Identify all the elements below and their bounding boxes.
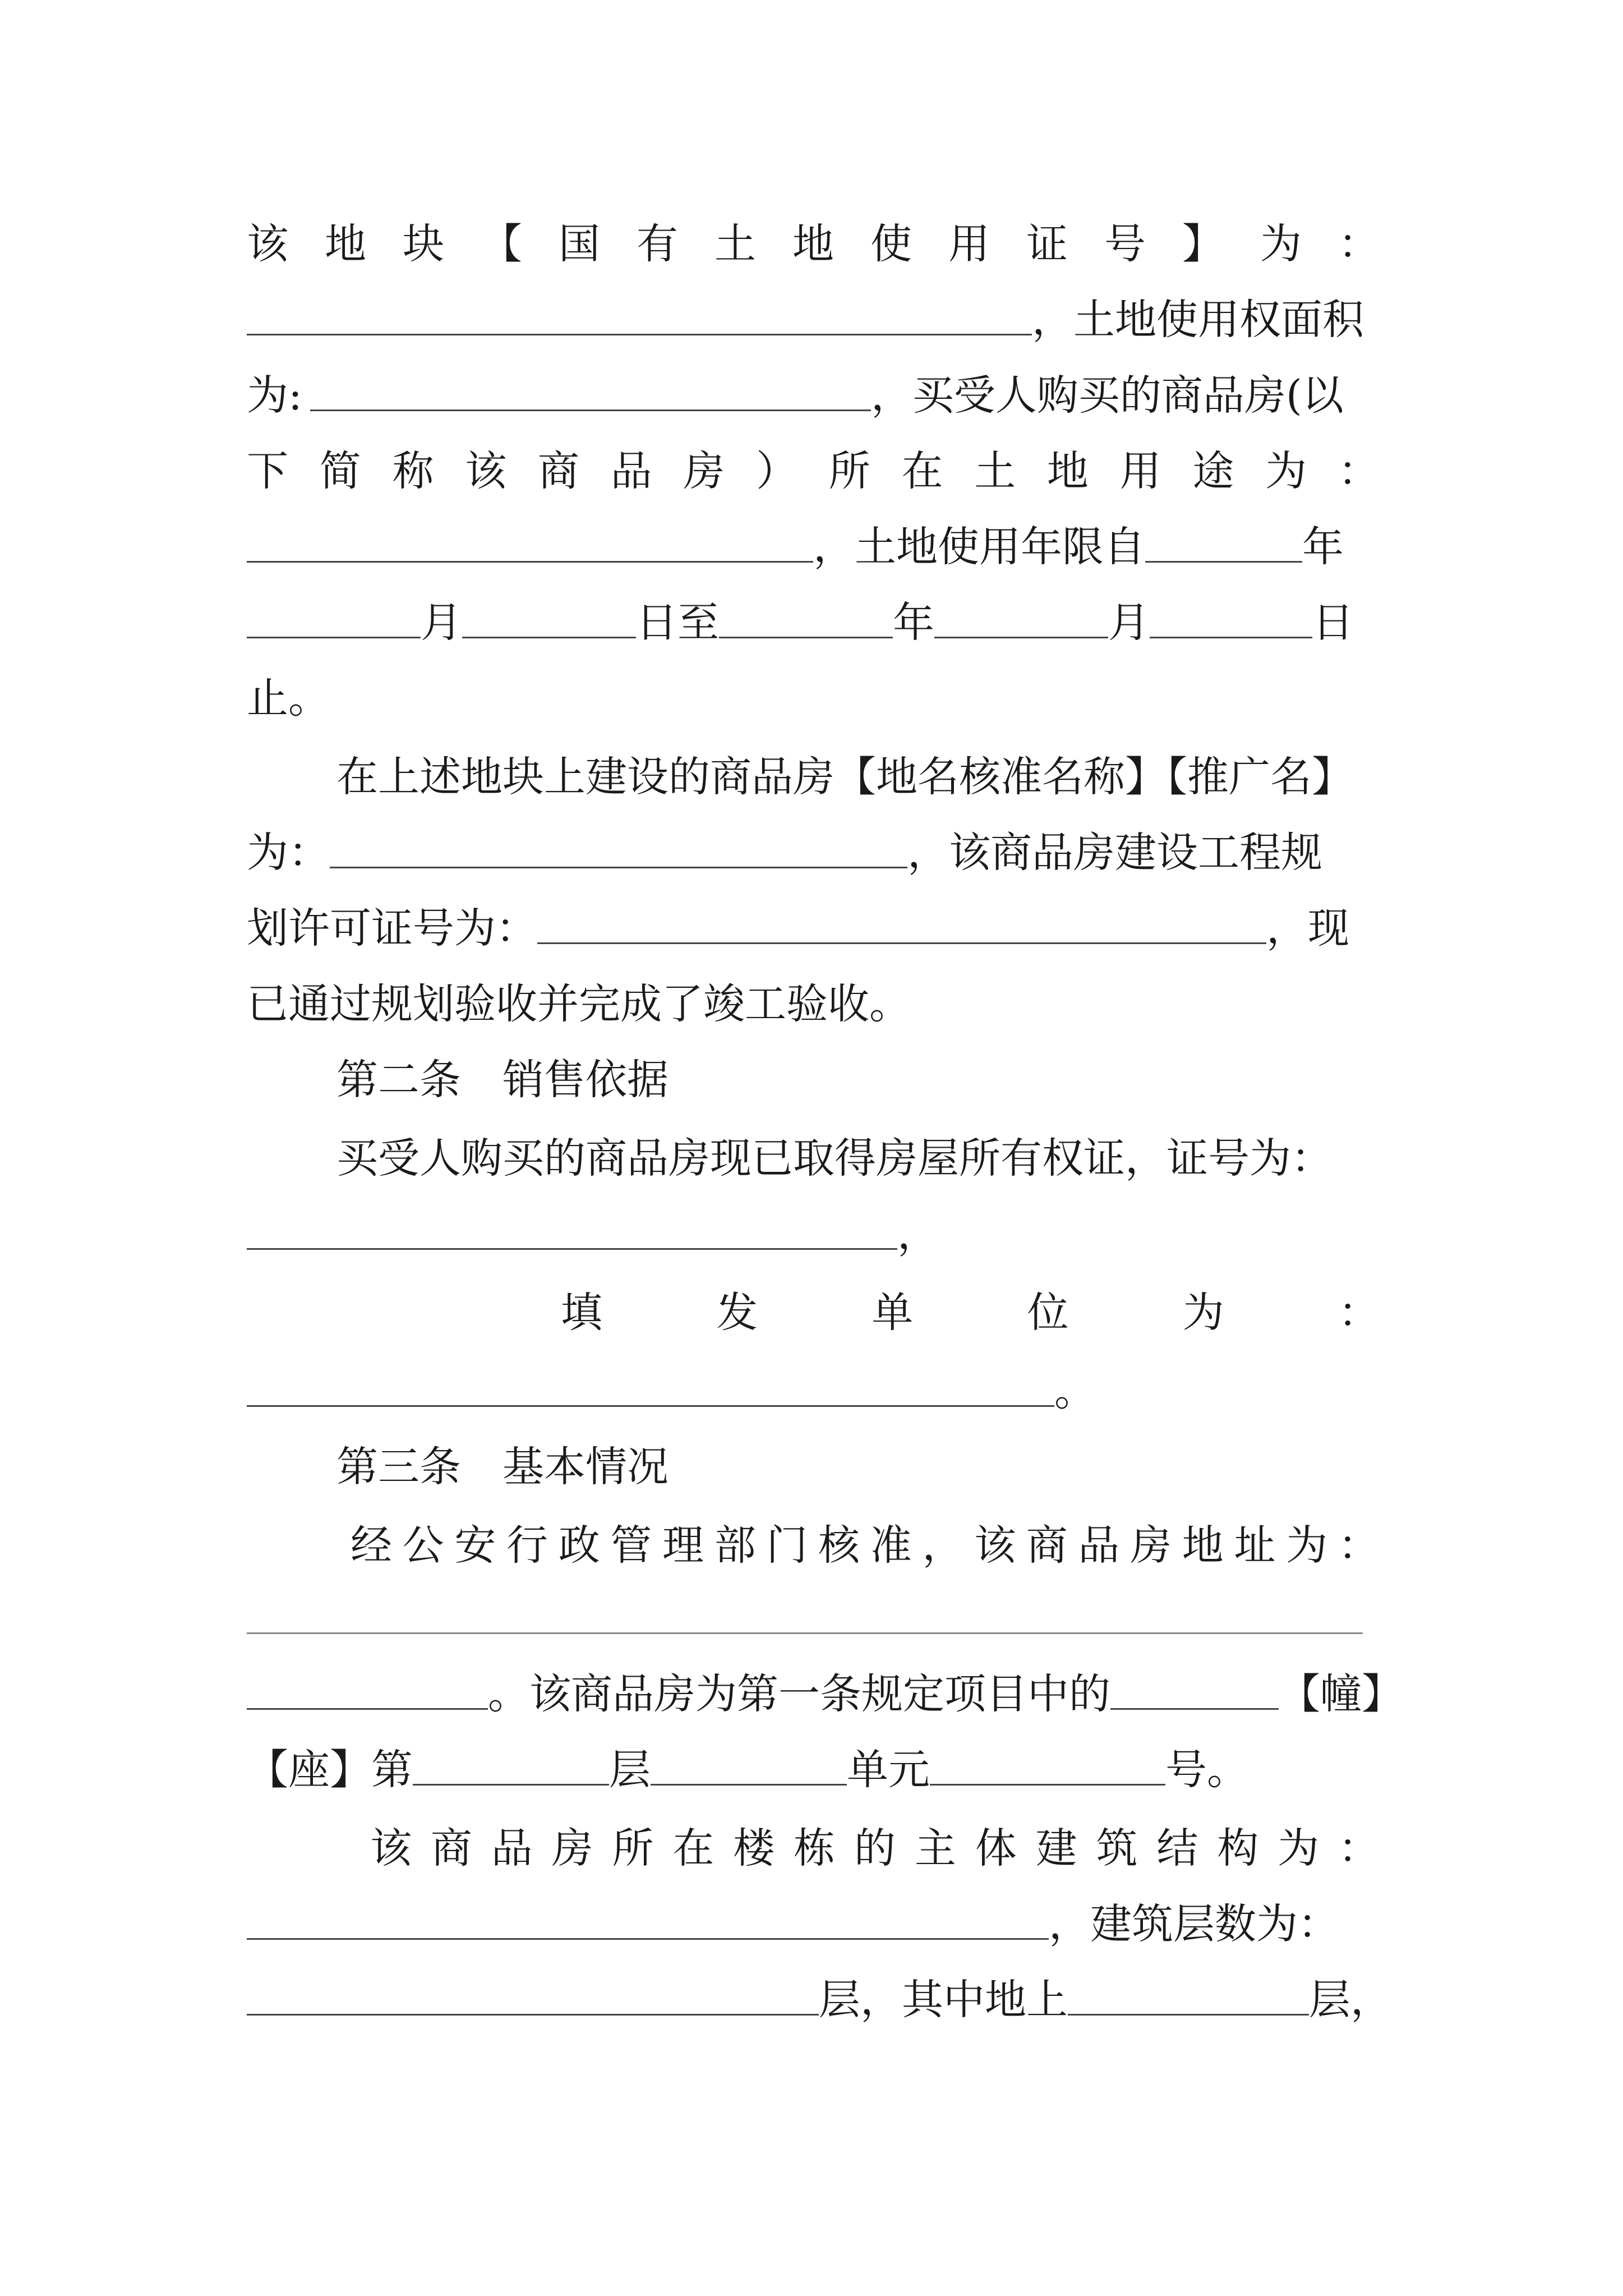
- structure-field[interactable]: [247, 1938, 1049, 1940]
- line-land-use: [247, 438, 1380, 505]
- house-name-text: 在上述地块上建设的商品房【地名核准名称】【推广名】: [336, 753, 1353, 801]
- building-unit-label: 【幢】: [1279, 1670, 1403, 1718]
- address-field-cont[interactable]: [247, 1708, 488, 1710]
- char: 筑: [1096, 1824, 1138, 1872]
- char: 】: [1182, 220, 1224, 268]
- char: 下: [247, 447, 288, 495]
- char: 在: [672, 1824, 714, 1872]
- char: 商: [1026, 1521, 1068, 1570]
- unit-label: 单元: [847, 1746, 930, 1794]
- line-address-value: [247, 1585, 1380, 1652]
- line-acceptance: [247, 970, 1380, 1038]
- end-text: 止。: [247, 674, 330, 723]
- char: 房: [1130, 1521, 1172, 1570]
- line-end: [247, 665, 1380, 732]
- char: 楼: [733, 1824, 775, 1872]
- floors-suffix: 层，: [1309, 1976, 1392, 2024]
- buyer-house-text: ，买受人购买的商品房(以: [870, 371, 1344, 420]
- line-term-dates: [247, 589, 1380, 656]
- planning-permit-text: ，该商品房建设工程规: [907, 829, 1322, 877]
- char: 为: [1278, 1824, 1320, 1872]
- term-start-month-field[interactable]: [247, 637, 421, 638]
- room-number-field[interactable]: [930, 1784, 1165, 1786]
- above-ground-label: 层，其中地上: [819, 1976, 1068, 2024]
- char: 称: [392, 447, 434, 495]
- area-prefix: 为:: [247, 371, 302, 420]
- number-label: 号。: [1165, 1746, 1248, 1794]
- ownership-certificate-field[interactable]: [247, 1248, 897, 1250]
- line-floor-unit: [247, 1736, 1380, 1803]
- char: 门: [766, 1521, 808, 1570]
- day-to-label: 日至: [636, 599, 719, 647]
- char: 位: [1027, 1289, 1069, 1337]
- char: 品: [610, 447, 652, 495]
- char: 行: [506, 1521, 548, 1570]
- char: 地: [1182, 1521, 1224, 1570]
- char: 商: [430, 1824, 472, 1872]
- char: 为: [1265, 447, 1307, 495]
- ownership-certificate-text: 买受人购买的商品房现已取得房屋所有权证，证号为：: [336, 1134, 1332, 1182]
- line-planning-permit: [247, 819, 1380, 886]
- char: 所: [612, 1824, 654, 1872]
- char: 用: [948, 220, 990, 268]
- end-year-label: 年: [893, 599, 934, 647]
- floor-label: 层: [609, 1746, 651, 1794]
- char: 该: [465, 447, 507, 495]
- article-2-title: 第二条 销售依据: [336, 1056, 668, 1104]
- char: 号: [1104, 220, 1146, 268]
- address-field[interactable]: [247, 1632, 1363, 1634]
- permit-number-label: 划许可证号为：: [247, 904, 537, 953]
- char: 构: [1217, 1824, 1259, 1872]
- char: 途: [1192, 447, 1234, 495]
- char: ：: [1338, 1521, 1380, 1570]
- line-structure: [370, 1815, 1380, 1882]
- use-term-label: ，土地使用年限自: [813, 523, 1145, 571]
- char: 管: [610, 1521, 652, 1570]
- char: 结: [1156, 1824, 1198, 1872]
- char: 理: [662, 1521, 704, 1570]
- line-issuing-unit: [561, 1279, 1380, 1346]
- comma: ，: [897, 1210, 939, 1258]
- line-address: [351, 1512, 1380, 1579]
- unit-field[interactable]: [651, 1784, 847, 1786]
- line-floor-counts: [247, 1966, 1392, 2033]
- land-area-field[interactable]: [310, 409, 871, 411]
- char: 土: [974, 447, 1016, 495]
- char: 地: [1046, 447, 1089, 495]
- char: 使: [870, 220, 912, 268]
- char: 准: [870, 1521, 912, 1570]
- line-area-value: [247, 362, 1380, 429]
- floor-field[interactable]: [413, 1784, 609, 1786]
- house-name-field[interactable]: [330, 867, 907, 868]
- land-area-label: ，土地使用权面积: [1032, 296, 1364, 344]
- planning-permit-field[interactable]: [537, 942, 1266, 944]
- char: 品: [1078, 1521, 1120, 1570]
- char: 房: [551, 1824, 593, 1872]
- char: 栋: [794, 1824, 836, 1872]
- char: 所: [828, 447, 870, 495]
- char: 该: [974, 1521, 1016, 1570]
- char: 为: [1260, 220, 1302, 268]
- above-ground-floors-field[interactable]: [1068, 2014, 1309, 2016]
- char: 商: [537, 447, 579, 495]
- char: 发: [716, 1289, 758, 1337]
- issuing-unit-field[interactable]: [247, 1405, 1054, 1407]
- char: 经: [351, 1521, 392, 1570]
- char: 房: [683, 447, 725, 495]
- line-land-certificate: [247, 210, 1380, 278]
- land-use-field[interactable]: [247, 561, 813, 563]
- char: 填: [561, 1289, 602, 1337]
- char: 在: [901, 447, 943, 495]
- line-floors: [247, 1890, 1380, 1958]
- floors-label: ，建筑层数为：: [1049, 1900, 1339, 1948]
- period: 。: [1054, 1367, 1096, 1415]
- end-month-label: 月: [1108, 599, 1150, 647]
- char: 主: [914, 1824, 956, 1872]
- line-issuing-unit-value: [247, 1358, 1380, 1425]
- char: 址: [1234, 1521, 1276, 1570]
- total-floors-field[interactable]: [247, 2014, 819, 2016]
- line-house-name: [247, 743, 1380, 811]
- char: 单: [872, 1289, 914, 1337]
- line-building: [247, 1660, 1403, 1728]
- char: 地: [325, 220, 366, 268]
- line-land-area: [247, 286, 1380, 353]
- term-end-day-field[interactable]: [1150, 637, 1312, 638]
- article-3-heading: [247, 1433, 1380, 1501]
- article-2-heading: [247, 1046, 1380, 1114]
- line-certificate-number: [247, 1200, 1380, 1268]
- term-start-day-field[interactable]: [462, 637, 636, 638]
- char: 品: [491, 1824, 533, 1872]
- line-permit-number: [247, 895, 1380, 962]
- char: ：: [1338, 1289, 1380, 1337]
- char: 的: [854, 1824, 896, 1872]
- char: 政: [558, 1521, 600, 1570]
- line-use-term: [247, 513, 1380, 581]
- char: 有: [637, 220, 678, 268]
- char: 【: [481, 220, 522, 268]
- year-label: 年: [1302, 523, 1344, 571]
- building-number-field[interactable]: [1110, 1708, 1279, 1710]
- char: 公: [402, 1521, 444, 1570]
- char: 地: [792, 220, 834, 268]
- char: 该: [370, 1824, 412, 1872]
- char: 建: [1035, 1824, 1077, 1872]
- seat-label: 【座】第: [247, 1746, 413, 1794]
- char: 国: [559, 220, 600, 268]
- building-text: 。该商品房为第一条规定项目中的: [488, 1670, 1110, 1718]
- char: 为: [1182, 1289, 1224, 1337]
- char: ：: [1338, 1824, 1380, 1872]
- char: 部: [714, 1521, 756, 1570]
- line-ownership-certificate: [247, 1125, 1380, 1192]
- char: 核: [818, 1521, 860, 1570]
- char: 简: [319, 447, 361, 495]
- month-label: 月: [421, 599, 462, 647]
- acceptance-text: 已通过规划验收并完成了竣工验收。: [247, 980, 911, 1028]
- char: ：: [1338, 220, 1380, 268]
- term-end-year-field[interactable]: [719, 637, 893, 638]
- article-3-title: 第三条 基本情况: [336, 1443, 668, 1491]
- char: ）: [756, 447, 798, 495]
- for-label: 为：: [247, 829, 330, 877]
- char: 安: [454, 1521, 496, 1570]
- term-end-month-field[interactable]: [934, 637, 1108, 638]
- char: 该: [247, 220, 288, 268]
- now-text: ，现: [1266, 904, 1349, 953]
- char: ：: [1338, 447, 1380, 495]
- term-start-year-field[interactable]: [1145, 561, 1302, 563]
- char: 块: [403, 220, 444, 268]
- char: 土: [714, 220, 756, 268]
- char: ，: [922, 1521, 964, 1570]
- end-day-label: 日: [1312, 599, 1354, 647]
- char: 用: [1119, 447, 1161, 495]
- char: 证: [1026, 220, 1068, 268]
- char: 体: [975, 1824, 1017, 1872]
- land-certificate-number-field[interactable]: [247, 334, 1032, 335]
- char: 为: [1286, 1521, 1328, 1570]
